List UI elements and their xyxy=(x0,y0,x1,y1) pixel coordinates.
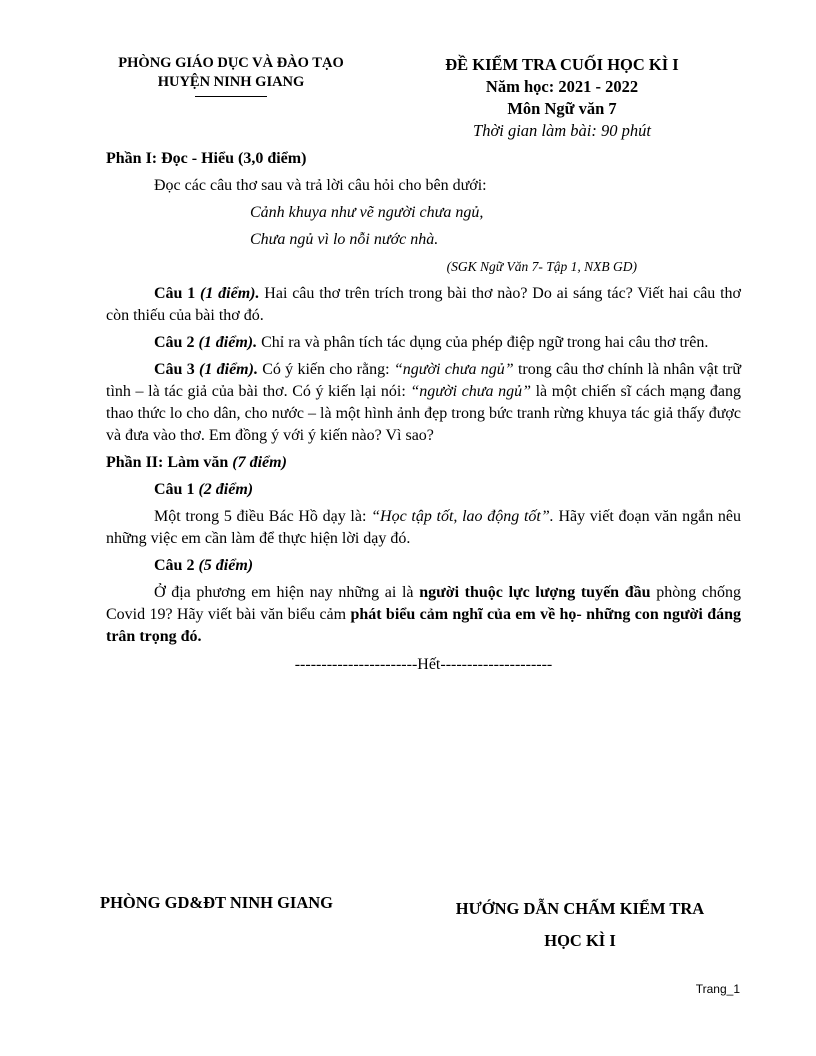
page-number: Trang_1 xyxy=(695,982,740,996)
part2-heading-text: Phần II: Làm văn xyxy=(106,454,233,471)
c1-points: (2 điểm) xyxy=(198,481,254,498)
exam-time: Thời gian làm bài: 90 phút xyxy=(473,121,651,140)
c1-label: Câu 1 xyxy=(154,481,199,498)
guide-title-line-1: HƯỚNG DẪN CHẤM KIỂM TRA xyxy=(455,899,705,918)
guide-title-line-2: HỌC KÌ I xyxy=(544,931,616,950)
exam-title: ĐỀ KIỂM TRA CUỐI HỌC KÌ I xyxy=(445,55,679,74)
q3-quote-1: “người chưa ngủ” xyxy=(393,361,514,378)
question-3 xyxy=(106,359,741,447)
essay-1-heading xyxy=(106,479,741,501)
c2-bold-1: người thuộc lực lượng tuyến đầu xyxy=(419,584,651,601)
q3-text-a: Có ý kiến cho rằng: xyxy=(257,361,394,378)
q3-text-c: là một chiến sĩ cách mạng đang thao thức lo cho dân, cho nước – là một hình ảnh đẹp trong bức tranh rừng khuya tác giả thấy được và đưa vào thơ. Em đồng ý với ý kiến nào? Vì sao? xyxy=(106,383,742,444)
q3-points: (1 điểm). xyxy=(199,361,258,378)
subject: Môn Ngữ văn 7 xyxy=(507,99,617,118)
part1-heading: Phần I: Đọc - Hiểu (3,0 điểm) xyxy=(106,150,307,167)
school-year: Năm học: 2021 - 2022 xyxy=(485,77,639,96)
department-header xyxy=(100,54,362,97)
header-divider xyxy=(195,96,267,97)
footer-guide-title xyxy=(430,893,730,957)
exam-content xyxy=(106,148,741,676)
essay-2-prompt xyxy=(106,582,741,648)
question-2 xyxy=(106,332,741,354)
exam-header xyxy=(412,54,712,142)
q3-text-b: trong câu thơ chính là nhân vật trữ tình – là tác giả của bài thơ. Có ý kiến lại nói: xyxy=(106,361,741,400)
c2-bold-2: phát biểu cảm nghĩ của em về họ- những con người đáng trân trọng đó. xyxy=(106,606,742,645)
part2-heading xyxy=(106,452,741,474)
q3-quote-2: “người chưa ngủ” xyxy=(410,383,531,400)
essay-2-heading xyxy=(106,555,741,577)
footer-department: PHÒNG GD&ĐT NINH GIANG xyxy=(100,893,333,912)
poem-source: (SGK Ngữ Văn 7- Tập 1, NXB GD) xyxy=(446,259,637,274)
question-1 xyxy=(106,283,741,327)
c1-text-a: Một trong 5 điều Bác Hồ dạy là: xyxy=(154,508,372,525)
poem-line-2: Chưa ngủ vì lo nỗi nước nhà. xyxy=(250,231,439,248)
department-name: PHÒNG GIÁO DỤC VÀ ĐÀO TẠO xyxy=(118,55,344,71)
c2-text-b: phòng chống Covid 19? Hãy viết bài văn biểu cảm xyxy=(106,584,741,623)
poem-line-1: Cảnh khuya như vẽ người chưa ngủ, xyxy=(250,204,484,221)
district-name: HUYỆN NINH GIANG xyxy=(157,74,305,90)
q1-points: (1 điểm). xyxy=(200,285,260,302)
q2-text: Chỉ ra và phân tích tác dụng của phép điệp ngữ trong hai câu thơ trên. xyxy=(257,334,709,351)
part1-intro: Đọc các câu thơ sau và trả lời câu hỏi cho bên dưới: xyxy=(154,177,487,194)
q2-label: Câu 2 xyxy=(154,334,195,351)
essay-1-prompt xyxy=(106,506,741,550)
c2-text-a: Ở địa phương em hiện nay những ai là xyxy=(154,584,420,601)
c1-text-b: Hãy viết đoạn văn ngắn nêu những việc em cần làm để thực hiện lời dạy đó. xyxy=(106,508,742,547)
part2-points: (7 điểm) xyxy=(232,454,287,471)
q1-text: Hai câu thơ trên trích trong bài thơ nào? Do ai sáng tác? Viết hai câu thơ còn thiếu của bài thơ đó. xyxy=(106,285,742,324)
c1-quote: “Học tập tốt, lao động tốt”. xyxy=(371,508,554,525)
c2-label: Câu 2 xyxy=(154,557,199,574)
end-marker: -----------------------Hết--------------------- xyxy=(294,656,553,673)
q2-points: (1 điểm). xyxy=(198,334,258,351)
c2-points: (5 điểm) xyxy=(198,557,254,574)
q1-label: Câu 1 xyxy=(154,285,196,302)
q3-label: Câu 3 xyxy=(154,361,195,378)
